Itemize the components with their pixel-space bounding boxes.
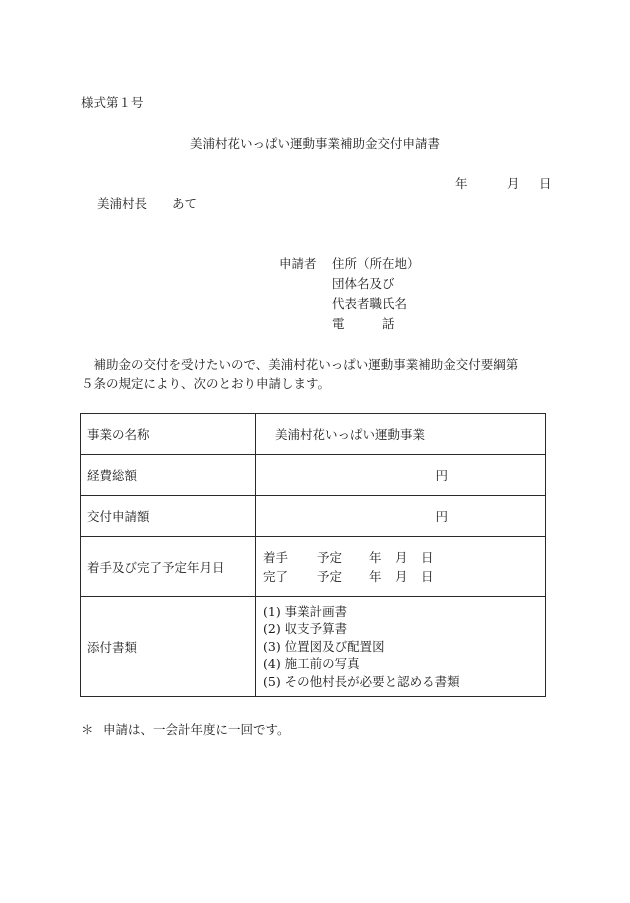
requested-amount-unit: 円 bbox=[435, 509, 448, 524]
attachment-item: (4) 施工前の写真 bbox=[263, 656, 360, 672]
start-day: 日 bbox=[421, 549, 434, 565]
attachments-label: 添付書類 bbox=[81, 597, 256, 697]
attachment-item: (1) 事業計画書 bbox=[263, 603, 348, 619]
applicant-address-field: 住所（所在地） bbox=[332, 256, 420, 271]
start-month: 月 bbox=[395, 549, 408, 565]
attachment-item: (3) 位置図及び配置図 bbox=[263, 638, 385, 654]
date-line bbox=[455, 178, 552, 191]
table-row bbox=[81, 496, 546, 537]
start-planned: 予定 bbox=[317, 549, 343, 565]
table-row bbox=[81, 414, 546, 455]
schedule-value bbox=[256, 537, 546, 597]
total-cost-unit: 円 bbox=[435, 468, 448, 483]
project-name-value: 美浦村花いっぱい運動事業 bbox=[256, 414, 546, 455]
total-cost-label: 経費総額 bbox=[81, 455, 256, 496]
end-year: 年 bbox=[369, 568, 382, 584]
date-month: 月 bbox=[507, 176, 520, 191]
statement-line: 補助金の交付を受けたいので、美浦村花いっぱい運動事業補助金交付要綱第 bbox=[81, 357, 519, 372]
applicant-label: 申請者 bbox=[279, 256, 317, 271]
applicant-organization-field: 団体名及び bbox=[332, 276, 395, 291]
table-row bbox=[81, 537, 546, 597]
form-number: 様式第１号 bbox=[81, 95, 144, 110]
end-month: 月 bbox=[395, 568, 408, 584]
applicant-representative-field: 代表者職氏名 bbox=[332, 296, 408, 311]
start-label: 着手 bbox=[263, 549, 289, 565]
application-statement bbox=[81, 355, 551, 393]
end-planned: 予定 bbox=[317, 568, 343, 584]
table-row bbox=[81, 597, 546, 697]
footnote-text: 申請は、一会計年度に一回です。 bbox=[103, 722, 290, 737]
date-year: 年 bbox=[455, 176, 468, 191]
total-cost-value bbox=[256, 455, 546, 496]
schedule-start bbox=[263, 548, 545, 567]
addressee: 美浦村長 あて bbox=[97, 196, 198, 211]
attachment-item: (2) 収支予算書 bbox=[263, 621, 348, 637]
end-label: 完了 bbox=[263, 568, 289, 584]
statement-line: ５条の規定により、次のとおり申請します。 bbox=[81, 376, 331, 391]
start-year: 年 bbox=[369, 549, 382, 565]
application-table bbox=[80, 413, 546, 697]
attachments-list bbox=[256, 597, 546, 697]
date-day: 日 bbox=[539, 176, 552, 191]
requested-amount-label: 交付申請額 bbox=[81, 496, 256, 537]
document-title: 美浦村花いっぱい運動事業補助金交付申請書 bbox=[189, 136, 440, 151]
end-day: 日 bbox=[421, 568, 434, 584]
schedule-label: 着手及び完了予定年月日 bbox=[81, 537, 256, 597]
requested-amount-value bbox=[256, 496, 546, 537]
attachment-item: (5) その他村長が必要と認める書類 bbox=[263, 673, 460, 689]
schedule-end bbox=[263, 567, 545, 586]
table-row bbox=[81, 455, 546, 496]
project-name-label: 事業の名称 bbox=[81, 414, 256, 455]
footnote bbox=[81, 724, 290, 737]
applicant-phone-field: 電 話 bbox=[332, 316, 395, 331]
footnote-mark: ＊ bbox=[81, 722, 94, 737]
